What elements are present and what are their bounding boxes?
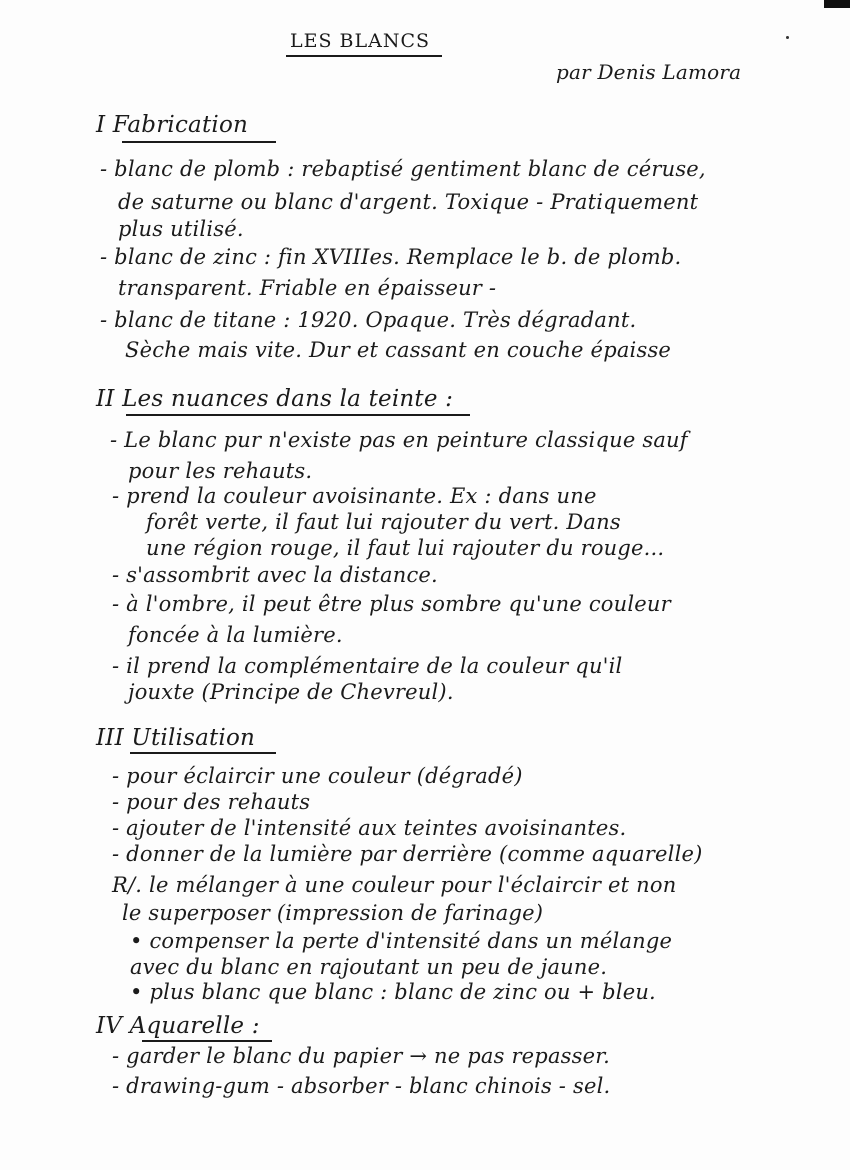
page-title: LES BLANCS: [290, 30, 431, 52]
text-line: • compenser la perte d'intensité dans un mélange: [130, 929, 673, 953]
heading-underline: [130, 752, 276, 754]
text-line: - blanc de zinc : fin XVIIIes. Remplace le b. de plomb.: [100, 245, 682, 269]
text-line: le superposer (impression de farinage): [122, 901, 544, 925]
text-line: - s'assombrit avec la distance.: [112, 563, 438, 587]
text-line: - ajouter de l'intensité aux teintes avoisinantes.: [112, 816, 627, 840]
text-line: - donner de la lumière par derrière (comme aquarelle): [112, 842, 703, 866]
heading-underline: [126, 414, 470, 416]
section-heading-fabrication: I Fabrication: [96, 112, 249, 138]
title-underline: [286, 55, 442, 57]
text-line: - Le blanc pur n'existe pas en peinture classique sauf: [110, 428, 688, 452]
text-line: • plus blanc que blanc : blanc de zinc ou + bleu.: [130, 980, 656, 1004]
text-line: - il prend la complémentaire de la couleur qu'il: [112, 654, 623, 678]
text-line: de saturne ou blanc d'argent. Toxique - Pratiquement: [118, 190, 699, 214]
text-line: - à l'ombre, il peut être plus sombre qu'une couleur: [112, 592, 671, 616]
text-line: - drawing-gum - absorber - blanc chinois - sel.: [112, 1074, 611, 1098]
section-heading-aquarelle: IV Aquarelle :: [96, 1013, 260, 1039]
text-line: - blanc de titane : 1920. Opaque. Très dégradant.: [100, 308, 637, 332]
scan-corner-mark: [824, 0, 850, 8]
text-line: Sèche mais vite. Dur et cassant en couche épaisse: [125, 338, 672, 362]
text-line: - prend la couleur avoisinante. Ex : dans une: [112, 484, 597, 508]
text-line: - pour des rehauts: [112, 790, 311, 814]
text-line: forêt verte, il faut lui rajouter du vert. Dans: [146, 510, 621, 534]
heading-underline: [142, 1040, 272, 1042]
section-heading-nuances: II Les nuances dans la teinte :: [96, 386, 454, 412]
author-line: par Denis Lamora: [556, 60, 742, 84]
text-line: une région rouge, il faut lui rajouter du rouge...: [146, 536, 665, 560]
text-line: - blanc de plomb : rebaptisé gentiment blanc de céruse,: [100, 157, 706, 181]
text-line: R/. le mélanger à une couleur pour l'éclaircir et non: [112, 873, 677, 897]
text-line: jouxte (Principe de Chevreul).: [128, 680, 454, 704]
heading-underline: [122, 141, 276, 143]
text-line: transparent. Friable en épaisseur -: [118, 276, 497, 300]
section-heading-utilisation: III Utilisation: [96, 725, 256, 751]
ink-dot: [786, 36, 789, 39]
text-line: foncée à la lumière.: [128, 623, 343, 647]
text-line: - garder le blanc du papier → ne pas repasser.: [112, 1044, 611, 1068]
text-line: avec du blanc en rajoutant un peu de jaune.: [130, 955, 608, 979]
text-line: plus utilisé.: [118, 217, 244, 241]
text-line: - pour éclaircir une couleur (dégradé): [112, 764, 523, 788]
text-line: pour les rehauts.: [128, 459, 313, 483]
